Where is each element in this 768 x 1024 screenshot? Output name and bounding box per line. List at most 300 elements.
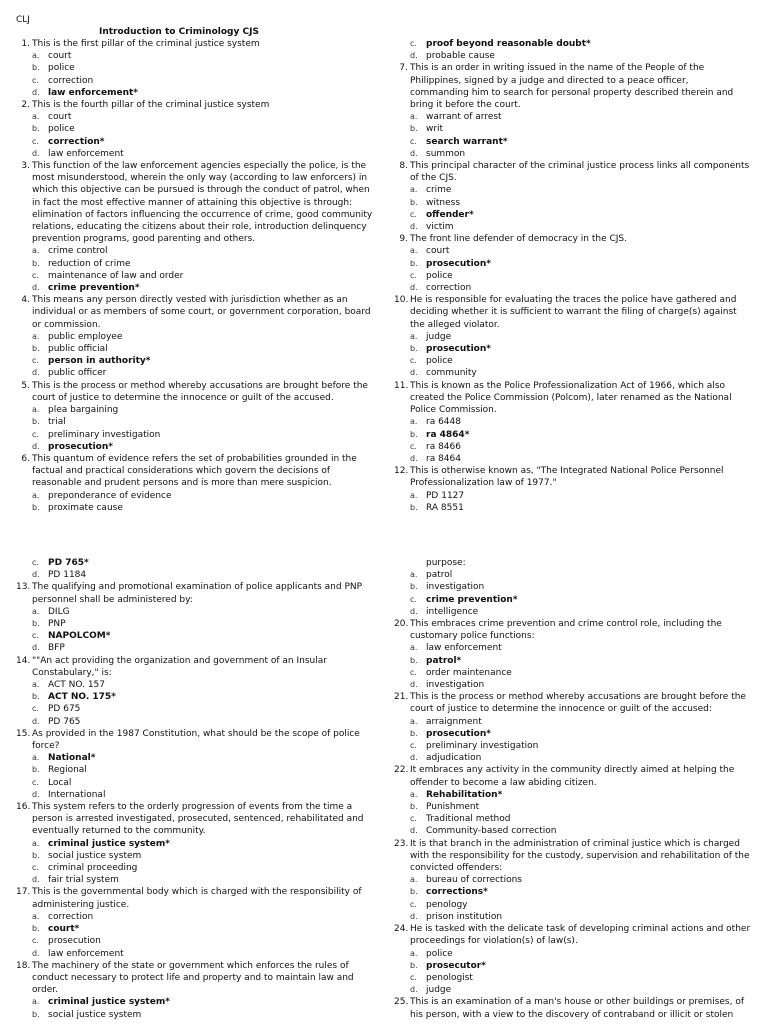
- answer-choice: [394, 740, 754, 752]
- choice-letter: d.: [410, 222, 418, 232]
- choice-text: law enforcement*: [48, 87, 138, 98]
- question-number: 14.: [16, 655, 31, 666]
- choice-letter: d.: [410, 985, 418, 995]
- choice-letter: a.: [410, 643, 418, 653]
- choice-text: prison institution: [426, 911, 503, 922]
- question-text: As provided in the 1987 Constitution, what should be the scope of police force?: [32, 728, 360, 752]
- answer-choice-correct: [394, 429, 750, 441]
- choice-letter: c.: [410, 356, 417, 366]
- question-text: This system refers to the orderly progression of events from the time a person is arrested investigated, prosecuted, sentenced, rehabilitated and eventually returned to the community.: [32, 802, 364, 837]
- choice-letter: c.: [32, 429, 39, 439]
- choice-text: bureau of corrections: [426, 875, 522, 886]
- choice-text: penology: [426, 899, 468, 910]
- question-number: 10.: [394, 295, 409, 306]
- answer-choice: [394, 667, 754, 679]
- question-text: This means any person directly vested with jurisdiction whether as an individual or as members of some court, or government corporation, board or commission.: [32, 295, 371, 330]
- question-number: 8.: [399, 161, 408, 172]
- answer-choice: [16, 703, 376, 715]
- answer-choice: [394, 355, 750, 367]
- answer-choice: [394, 123, 750, 135]
- choice-letter: b.: [410, 124, 418, 134]
- answer-choice-correct: [16, 630, 376, 642]
- choice-text: order maintenance: [426, 667, 512, 678]
- choice-letter: d.: [32, 441, 40, 451]
- choice-letter: b.: [32, 63, 40, 73]
- answer-choice: [394, 453, 750, 465]
- choice-letter: b.: [32, 1009, 40, 1019]
- choice-letter: d.: [410, 911, 418, 921]
- answer-choice: [394, 197, 750, 209]
- question-text: The qualifying and promotional examination of police applicants and PNP personnel shall be administered by:: [32, 582, 363, 605]
- choice-letter: c.: [410, 814, 417, 824]
- choice-text: criminal justice system*: [48, 838, 170, 849]
- answer-choice: [394, 270, 750, 282]
- answer-choice: [16, 569, 376, 581]
- choice-text: Local: [48, 777, 72, 788]
- question-text: This quantum of evidence refers the set of probabilities grounded in the factual and practical considerations which govern the decisions of reasonable and prudent persons and is more than mere suspicion.: [32, 453, 357, 489]
- question-number: 20.: [394, 619, 409, 630]
- answer-choice: [394, 984, 754, 996]
- question-number: 25.: [394, 997, 409, 1008]
- answer-choice: [394, 148, 750, 160]
- answer-choice: [16, 606, 376, 618]
- choice-letter: c.: [410, 441, 417, 451]
- choice-text: social justice system: [48, 1009, 142, 1020]
- answer-choice: [16, 948, 376, 960]
- question-number: 17.: [16, 887, 31, 898]
- question-item: [16, 99, 376, 111]
- question-item: [394, 691, 754, 715]
- answer-choice-correct: [16, 752, 376, 764]
- choice-letter: a.: [32, 606, 40, 616]
- choice-text: preponderance of evidence: [48, 490, 172, 501]
- choice-letter: a.: [32, 51, 40, 61]
- choice-letter: a.: [32, 331, 40, 341]
- choice-text: PD 765*: [48, 558, 89, 568]
- question-number: 2.: [21, 100, 30, 111]
- choice-letter: b.: [410, 655, 418, 665]
- question-item: [394, 996, 754, 1020]
- choice-text: police: [426, 948, 453, 959]
- choice-letter: b.: [410, 502, 418, 512]
- answer-choice-correct: [16, 923, 376, 935]
- question-text: This principal character of the criminal justice process links all components of the CJS.: [410, 161, 750, 184]
- choice-letter: d.: [32, 87, 40, 97]
- choice-text: warrant of arrest: [426, 112, 502, 123]
- question-number: 22.: [394, 765, 409, 776]
- choice-letter: a.: [32, 112, 40, 122]
- answer-choice: [394, 184, 750, 196]
- choice-text: Punishment: [426, 802, 480, 813]
- choice-text: public officer: [48, 368, 107, 379]
- choice-text: International: [48, 789, 106, 800]
- answer-choice: [394, 367, 750, 379]
- answer-choice: [16, 50, 376, 62]
- choice-text: court: [48, 112, 72, 123]
- choice-letter: d.: [410, 368, 418, 378]
- question-item: [394, 380, 750, 417]
- choice-letter: b.: [410, 582, 418, 592]
- answer-choice: [16, 416, 376, 428]
- question-item: [16, 294, 376, 331]
- choice-text: National*: [48, 753, 96, 764]
- choice-letter: d.: [32, 875, 40, 885]
- answer-choice-correct: [16, 355, 376, 367]
- choice-letter: b.: [410, 960, 418, 970]
- choice-text: prosecution: [48, 936, 101, 947]
- answer-choice-correct: [394, 960, 754, 972]
- choice-letter: a.: [410, 789, 418, 799]
- choice-text: PD 765: [48, 716, 81, 727]
- question-item: [16, 655, 376, 679]
- choice-text: Community-based correction: [426, 826, 557, 837]
- question-text: It embraces any activity in the community directly aimed at helping the offender to become a law abiding citizen.: [410, 765, 735, 788]
- answer-choice: [16, 343, 376, 355]
- choice-text: crime prevention*: [48, 283, 140, 294]
- question-text: This is an order in writing issued in the name of the People of the Philippines, signed by a judge and directed to a peace officer, commanding him to search for personal property described therein and bring it before the court.: [410, 63, 734, 111]
- answer-choice: [16, 935, 376, 947]
- question-text: The machinery of the state or government which enforces the rules of conduct necessary to protect life and property and to maintain law and order.: [32, 960, 354, 996]
- answer-choice-correct: [16, 996, 376, 1008]
- answer-choice-correct: [16, 441, 376, 453]
- choice-text: police: [426, 270, 453, 281]
- choice-text: corrections*: [426, 887, 488, 898]
- question-number: 13.: [16, 582, 31, 593]
- answer-choice-correct: [394, 258, 750, 270]
- choice-letter: b.: [410, 429, 418, 439]
- choice-letter: a.: [32, 405, 40, 415]
- choice-letter: c.: [32, 631, 39, 641]
- answer-choice: [394, 679, 754, 691]
- answer-choice-correct: [16, 87, 376, 99]
- choice-text: NAPOLCOM*: [48, 631, 111, 642]
- answer-choice: [16, 429, 376, 441]
- answer-choice: [16, 911, 376, 923]
- answer-choice-correct: [394, 594, 754, 606]
- choice-letter: a.: [410, 948, 418, 958]
- choice-text: crime: [426, 185, 452, 196]
- left-column: [16, 38, 376, 512]
- question-item: [16, 453, 376, 490]
- question-item: [16, 160, 376, 245]
- answer-choice: [16, 123, 376, 135]
- choice-letter: b.: [410, 728, 418, 738]
- choice-text: proximate cause: [48, 502, 123, 512]
- choice-letter: d.: [410, 753, 418, 763]
- question-item: [394, 465, 750, 489]
- answer-choice: [16, 62, 376, 74]
- question-text: ""An act providing the organization and government of an Insular Constabulary," is:: [32, 655, 327, 678]
- question-number: 12.: [394, 466, 409, 477]
- choice-text: prosecutor*: [426, 960, 486, 971]
- choice-text: plea bargaining: [48, 405, 119, 416]
- choice-text: maintenance of law and order: [48, 270, 184, 281]
- choice-text: police: [426, 356, 453, 367]
- choice-letter: c.: [32, 704, 39, 714]
- choice-letter: b.: [32, 417, 40, 427]
- choice-letter: b.: [32, 619, 40, 629]
- answer-choice: [16, 789, 376, 801]
- choice-letter: d.: [410, 680, 418, 690]
- choice-text: preliminary investigation: [48, 429, 161, 440]
- choice-letter: b.: [32, 850, 40, 860]
- choice-letter: c.: [32, 777, 39, 787]
- answer-choice: [394, 441, 750, 453]
- choice-letter: c.: [410, 209, 417, 219]
- answer-choice-correct: [394, 38, 750, 50]
- answer-choice-correct: [394, 789, 754, 801]
- answer-choice: [394, 642, 754, 654]
- question-number: 18.: [16, 960, 31, 971]
- choice-text: crime control: [48, 246, 108, 257]
- choice-letter: a.: [32, 997, 40, 1007]
- choice-letter: a.: [410, 570, 418, 580]
- choice-letter: a.: [410, 331, 418, 341]
- choice-text: proof beyond reasonable doubt*: [426, 39, 591, 49]
- choice-text: fair trial system: [48, 875, 119, 886]
- question-number: 6.: [21, 453, 30, 464]
- choice-text: ra 8464: [426, 453, 461, 464]
- choice-letter: a.: [410, 112, 418, 122]
- question-item: [16, 728, 376, 752]
- choice-text: Traditional method: [426, 814, 511, 825]
- question-text: This is an examination of a man's house or other buildings or premises, of his person, with a view to the discovery of contraband or illicit or stolen: [410, 997, 745, 1020]
- answer-choice: [16, 404, 376, 416]
- choice-letter: b.: [32, 924, 40, 934]
- choice-text: community: [426, 368, 477, 379]
- choice-letter: b.: [410, 802, 418, 812]
- choice-text: prosecution*: [426, 344, 491, 355]
- choice-text: search warrant*: [426, 136, 508, 147]
- answer-choice: [394, 752, 754, 764]
- choice-text: prosecution*: [48, 441, 113, 452]
- choice-letter: a.: [32, 753, 40, 763]
- question-item: [16, 38, 376, 50]
- question-text: This embraces crime prevention and crime control role, including the customary police functions:: [410, 619, 722, 642]
- choice-letter: c.: [410, 594, 417, 604]
- answer-choice: [16, 777, 376, 789]
- question-text: This is the fourth pillar of the criminal justice system: [32, 100, 270, 111]
- choice-letter: b.: [32, 258, 40, 268]
- choice-text: correction*: [48, 136, 105, 147]
- choice-letter: b.: [32, 502, 40, 512]
- choice-letter: c.: [32, 270, 39, 280]
- answer-choice-correct: [16, 136, 376, 148]
- question-text: He is tasked with the delicate task of developing criminal actions and other proceedings for violation(s) of law(s).: [410, 924, 751, 947]
- choice-letter: d.: [410, 283, 418, 293]
- answer-choice-correct: [394, 209, 750, 221]
- choice-letter: c.: [410, 741, 417, 751]
- document-page-2: [0, 512, 768, 1024]
- choice-text: patrol: [426, 570, 453, 581]
- choice-text: court: [48, 51, 72, 62]
- answer-choice: [394, 282, 750, 294]
- question-item: [394, 160, 750, 184]
- choice-letter: c.: [32, 136, 39, 146]
- answer-choice: [16, 764, 376, 776]
- choice-text: correction: [426, 283, 472, 294]
- choice-letter: a.: [32, 246, 40, 256]
- choice-text: person in authority*: [48, 356, 151, 367]
- answer-choice-correct: [16, 691, 376, 703]
- choice-text: police: [48, 63, 75, 74]
- choice-text: trial: [48, 417, 66, 428]
- question-text: This is known as the Police Professionalization Act of 1966, which also created the Police Commission (Polcom), later renamed as the National Police Commission.: [410, 380, 732, 416]
- choice-letter: b.: [32, 124, 40, 134]
- answer-choice: [16, 679, 376, 691]
- choice-text: probable cause: [426, 51, 495, 62]
- choice-letter: d.: [410, 51, 418, 61]
- choice-letter: b.: [32, 765, 40, 775]
- choice-text: writ: [426, 124, 444, 135]
- choice-letter: d.: [410, 826, 418, 836]
- answer-choice: [16, 618, 376, 630]
- answer-choice: [394, 50, 750, 62]
- right-column: [394, 38, 750, 512]
- choice-text: social justice system: [48, 850, 142, 861]
- answer-choice: [394, 245, 750, 257]
- choice-text: prosecution*: [426, 728, 491, 739]
- choice-text: arraignment: [426, 716, 482, 727]
- choice-letter: b.: [410, 887, 418, 897]
- answer-choice: [394, 825, 754, 837]
- choice-text: preliminary investigation: [426, 741, 539, 752]
- choice-text: victim: [426, 222, 454, 233]
- choice-letter: a.: [410, 417, 418, 427]
- choice-text: criminal proceeding: [48, 863, 138, 874]
- answer-choice: [16, 75, 376, 87]
- question-item: [16, 581, 376, 605]
- choice-letter: c.: [32, 863, 39, 873]
- question-item: [16, 960, 376, 997]
- choice-letter: c.: [410, 136, 417, 146]
- choice-text: PNP: [48, 619, 66, 630]
- question-number: 3.: [21, 161, 30, 172]
- choice-text: public employee: [48, 331, 123, 342]
- answer-choice: [394, 111, 750, 123]
- answer-choice-correct: [394, 655, 754, 667]
- choice-text: law enforcement: [426, 643, 502, 654]
- choice-text: ACT NO. 175*: [48, 692, 116, 703]
- answer-choice: [394, 911, 754, 923]
- answer-choice: [16, 716, 376, 728]
- question-item: [16, 886, 376, 910]
- answer-choice-correct: [16, 838, 376, 850]
- question-text: This is otherwise known as, "The Integrated National Police Personnel Professionalization law of 1977.": [410, 466, 724, 489]
- choice-letter: a.: [32, 680, 40, 690]
- choice-text: BFP: [48, 643, 65, 654]
- answer-choice: [394, 221, 750, 233]
- question-text: He is responsible for evaluating the traces the police have gathered and deciding whether it is sufficient to warrant the filing of charge(s) against the alleged violator.: [410, 295, 737, 330]
- choice-text: PD 675: [48, 704, 81, 715]
- question-item: [394, 233, 750, 245]
- question-text: This is the first pillar of the criminal justice system: [32, 39, 260, 49]
- question-number: 5.: [21, 380, 30, 391]
- answer-choice: [16, 862, 376, 874]
- answer-choice: [394, 416, 750, 428]
- choice-letter: a.: [410, 490, 418, 500]
- choice-text: investigation: [426, 680, 485, 691]
- answer-choice: [16, 258, 376, 270]
- choice-letter: c.: [410, 270, 417, 280]
- choice-text: law enforcement: [48, 948, 124, 959]
- choice-letter: d.: [32, 570, 40, 580]
- right-column: [394, 557, 754, 1021]
- choice-text: patrol*: [426, 655, 462, 666]
- choice-letter: d.: [410, 606, 418, 616]
- choice-letter: a.: [410, 875, 418, 885]
- choice-letter: b.: [32, 692, 40, 702]
- question-number: 24.: [394, 924, 409, 935]
- answer-choice-correct: [16, 282, 376, 294]
- page-title: Introduction to Criminology CJS: [99, 27, 259, 37]
- choice-text: crime prevention*: [426, 594, 518, 605]
- choice-letter: b.: [410, 344, 418, 354]
- choice-letter: b.: [32, 344, 40, 354]
- choice-text: reduction of crime: [48, 258, 131, 269]
- answer-choice-correct: [394, 886, 754, 898]
- answer-choice: [394, 813, 754, 825]
- choice-text: judge: [426, 331, 452, 342]
- choice-letter: c.: [410, 899, 417, 909]
- choice-letter: c.: [32, 558, 39, 567]
- choice-text: intelligence: [426, 606, 479, 617]
- question-item: [394, 923, 754, 947]
- answer-choice: [16, 270, 376, 282]
- answer-choice: [16, 245, 376, 257]
- answer-choice-correct: [394, 136, 750, 148]
- choice-text: witness: [426, 197, 461, 208]
- answer-choice: [16, 850, 376, 862]
- choice-text: RA 8551: [426, 502, 464, 512]
- answer-choice: [394, 801, 754, 813]
- choice-text: adjudication: [426, 753, 482, 764]
- question-item: [394, 838, 754, 875]
- choice-text: penologist: [426, 972, 473, 983]
- choice-text: criminal justice system*: [48, 997, 170, 1008]
- choice-text: investigation: [426, 582, 485, 593]
- answer-choice: [16, 148, 376, 160]
- question-text: This is the process or method whereby accusations are brought before the court of justice to determine the innocence or guilt of the accused.: [32, 380, 368, 403]
- choice-text: judge: [426, 985, 452, 996]
- question-number: 4.: [21, 295, 30, 306]
- answer-choice: [16, 642, 376, 654]
- choice-letter: a.: [410, 185, 418, 195]
- choice-text: ra 4864*: [426, 429, 470, 440]
- choice-letter: c.: [32, 936, 39, 946]
- choice-letter: d.: [410, 148, 418, 158]
- choice-letter: d.: [32, 148, 40, 158]
- choice-text: PD 1127: [426, 490, 465, 501]
- choice-text: court: [426, 246, 450, 257]
- answer-choice: [16, 874, 376, 886]
- question-item: [16, 801, 376, 838]
- choice-text: ra 6448: [426, 417, 461, 428]
- choice-letter: c.: [32, 356, 39, 366]
- choice-text: PD 1184: [48, 570, 87, 581]
- question-text: This is the governmental body which is charged with the responsibility of administering justice.: [32, 887, 362, 910]
- question-text: This is the process or method whereby accusations are brought before the court of justice to determine the innocence or guilt of the accused:: [410, 692, 746, 715]
- choice-letter: a.: [410, 246, 418, 256]
- choice-text: correction: [48, 911, 94, 922]
- choice-text: court*: [48, 924, 80, 935]
- question-text: This function of the law enforcement agencies especially the police, is the most misunderstood, wherein the only way (according to law enforcers) in which this objective can be pursued is through the conduct of patrol, when in fact the most effective manner of attaining this objective is through: elimination of factors influencing the occurrence of crime, good community relations, educating the citizens about their role, introduction delinquency prevention programs, good parenting and others.: [32, 161, 373, 245]
- answer-choice: [394, 502, 750, 512]
- question-item: [394, 764, 754, 788]
- choice-letter: a.: [32, 490, 40, 500]
- answer-choice: [16, 331, 376, 343]
- answer-choice: [16, 502, 376, 512]
